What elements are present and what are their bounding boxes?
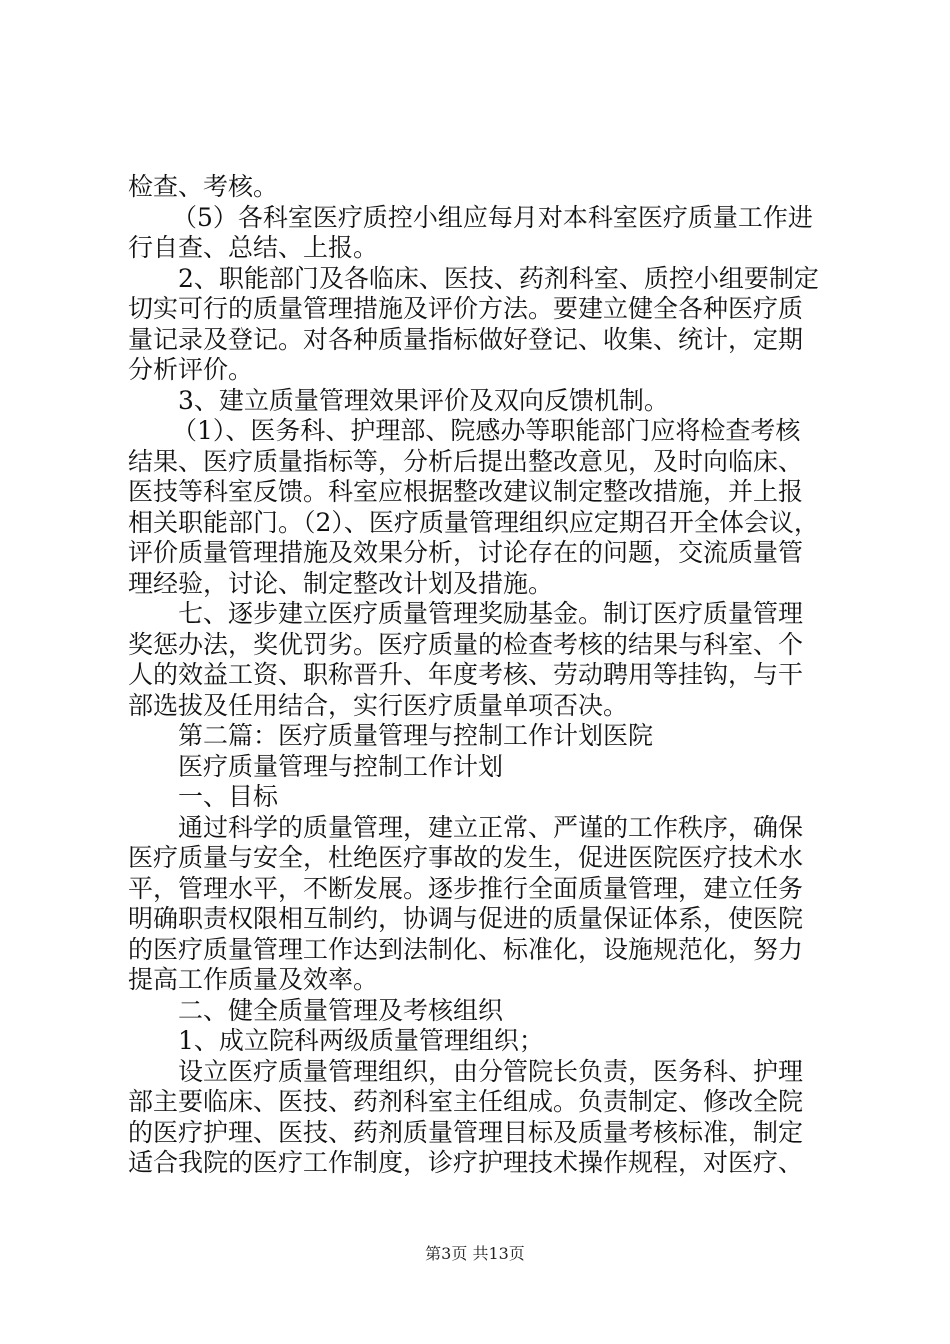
text-line: 理经验，讨论、制定整改计划及措施。 bbox=[128, 568, 554, 598]
text-line: 部主要临床、医技、药剂科室主任组成。负责制定、修改全院 bbox=[128, 1087, 804, 1116]
text-line: 2、职能部门及各临床、医技、药剂科室、质控小组要制定 bbox=[178, 263, 819, 293]
text-line: 一、目标 bbox=[178, 782, 279, 811]
text-line: 奖惩办法，奖优罚劣。医疗质量的检查考核的结果与科室、个 bbox=[128, 629, 804, 659]
page-footer: 第3页 共13页 bbox=[425, 1244, 525, 1263]
text-line: 行自查、总结、上报。 bbox=[128, 233, 379, 262]
text-line: 提高工作质量及效率。 bbox=[128, 965, 379, 994]
text-line: 医疗质量与安全，杜绝医疗事故的发生，促进医院医疗技术水 bbox=[128, 843, 804, 872]
text-line: 人的效益工资、职称晋升、年度考核、劳动聘用等挂钩，与干 bbox=[128, 660, 804, 689]
text-line: 二、健全质量管理及考核组织 bbox=[178, 995, 504, 1025]
text-line: 的医疗护理、医技、药剂质量管理目标及质量考核标准，制定 bbox=[128, 1117, 804, 1147]
text-line: 明确职责权限相互制约，协调与促进的质量保证体系，使医院 bbox=[128, 904, 804, 933]
text-line: 量记录及登记。对各种质量指标做好登记、收集、统计，定期 bbox=[128, 324, 804, 354]
text-line: 七、逐步建立医疗质量管理奖励基金。制订医疗质量管理 bbox=[178, 599, 804, 628]
text-line: （1）、医务科、护理部、院感办等职能部门应将检查考核 bbox=[172, 416, 801, 445]
text-line: 相关职能部门。（2）、医疗质量管理组织应定期召开全体会议， bbox=[128, 507, 819, 537]
text-line: 医疗质量管理与控制工作计划 bbox=[178, 751, 504, 781]
text-line: 分析评价。 bbox=[128, 355, 254, 384]
text-line: 3、建立质量管理效果评价及双向反馈机制。 bbox=[178, 385, 669, 415]
text-line: 医技等科室反馈。科室应根据整改建议制定整改措施，并上报 bbox=[128, 477, 804, 506]
text-line: 适合我院的医疗工作制度，诊疗护理技术操作规程，对医疗、 bbox=[128, 1148, 804, 1177]
text-line: 检查、考核。 bbox=[128, 172, 279, 201]
text-line: 的医疗质量管理工作达到法制化、标准化，设施规范化，努力 bbox=[128, 934, 804, 964]
document-body bbox=[128, 172, 833, 1179]
text-line: 通过科学的质量管理，建立正常、严谨的工作秩序，确保 bbox=[178, 812, 804, 842]
text-line: 部选拔及任用结合，实行医疗质量单项否决。 bbox=[128, 690, 629, 720]
text-line: 第二篇：医疗质量管理与控制工作计划医院 bbox=[178, 721, 654, 750]
text-line: 1、成立院科两级质量管理组织； bbox=[178, 1026, 544, 1055]
text-line: 切实可行的质量管理措施及评价方法。要建立健全各种医疗质 bbox=[128, 294, 804, 323]
text-line: （5）各科室医疗质控小组应每月对本科室医疗质量工作进 bbox=[172, 202, 813, 232]
text-line: 结果、医疗质量指标等，分析后提出整改意见，及时向临床、 bbox=[128, 446, 804, 476]
text-line: 设立医疗质量管理组织，由分管院长负责，医务科、护理 bbox=[178, 1056, 804, 1086]
text-line: 平，管理水平，不断发展。逐步推行全面质量管理，建立任务 bbox=[128, 873, 804, 903]
text-line: 评价质量管理措施及效果分析，讨论存在的问题，交流质量管 bbox=[128, 538, 804, 567]
